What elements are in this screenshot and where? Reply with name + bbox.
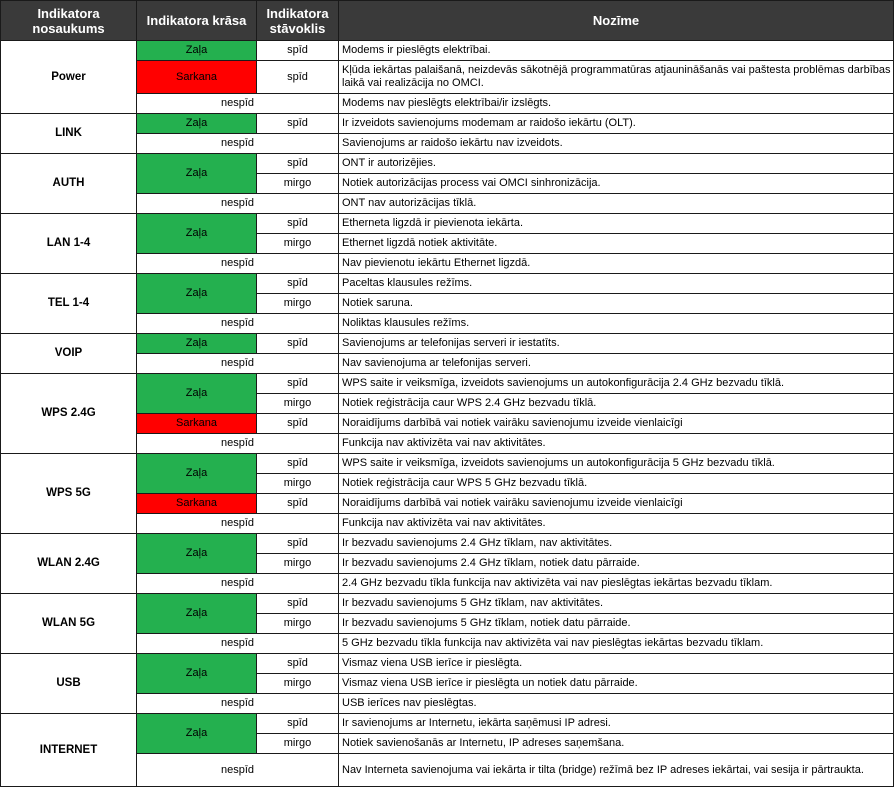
indicator-color-green: Zaļa [137, 274, 257, 314]
indicator-state: spīd [257, 714, 339, 734]
indicator-off-state: nespīd [137, 434, 339, 454]
table-row [1, 534, 894, 554]
indicator-meaning: Notiek autorizācijas process vai OMCI sinhronizācija. [339, 174, 894, 194]
indicator-meaning: Savienojums ar raidošo iekārtu nav izveidots. [339, 134, 894, 154]
indicator-state: spīd [257, 594, 339, 614]
indicator-meaning: Vismaz viena USB ierīce ir pieslēgta un notiek datu pārraide. [339, 674, 894, 694]
indicator-name: Power [1, 41, 137, 114]
indicator-meaning: 2.4 GHz bezvadu tīkla funkcija nav aktivizēta vai nav pieslēgtas iekārtas bezvadu tīklam. [339, 574, 894, 594]
indicator-color-green: Zaļa [137, 454, 257, 494]
table-header-row [1, 1, 894, 41]
indicator-state: mirgo [257, 674, 339, 694]
indicator-state: spīd [257, 534, 339, 554]
indicator-meaning: Nav savienojuma ar telefonijas serveri. [339, 354, 894, 374]
indicator-state: mirgo [257, 734, 339, 754]
table-row [1, 154, 894, 174]
indicator-color-red: Sarkana [137, 414, 257, 434]
indicator-state: spīd [257, 61, 339, 94]
indicator-name: VOIP [1, 334, 137, 374]
indicator-color-green: Zaļa [137, 534, 257, 574]
indicator-meaning: Nav Interneta savienojuma vai iekārta ir tilta (bridge) režīmā bez IP adreses iekārtai, vai sesija ir pārtraukta. [339, 754, 894, 787]
indicator-meaning: WPS saite ir veiksmīga, izveidots savienojums un autokonfigurācija 5 GHz bezvadu tīklā. [339, 454, 894, 474]
indicator-color-red: Sarkana [137, 494, 257, 514]
table-row [1, 654, 894, 674]
indicator-meaning: ONT ir autorizējies. [339, 154, 894, 174]
header-indicator-state: Indikatora stāvoklis [257, 1, 339, 41]
indicator-off-state: nespīd [137, 754, 339, 787]
indicator-meaning: Savienojums ar telefonijas serveri ir iestatīts. [339, 334, 894, 354]
indicator-meaning: Paceltas klausules režīms. [339, 274, 894, 294]
indicator-meaning: Ir bezvadu savienojums 2.4 GHz tīklam, nav aktivitātes. [339, 534, 894, 554]
indicator-meaning: Ir bezvadu savienojums 5 GHz tīklam, notiek datu pārraide. [339, 614, 894, 634]
indicator-off-state: nespīd [137, 134, 339, 154]
indicator-name: WPS 5G [1, 454, 137, 534]
header-meaning: Nozīme [339, 1, 894, 41]
indicator-meaning: Noraidījums darbībā vai notiek vairāku savienojumu izveide vienlaicīgi [339, 414, 894, 434]
indicator-color-green: Zaļa [137, 41, 257, 61]
indicator-color-green: Zaļa [137, 334, 257, 354]
table-row [1, 374, 894, 394]
indicator-meaning: Ethernet ligzdā notiek aktivitāte. [339, 234, 894, 254]
table-row [1, 334, 894, 354]
indicator-state: spīd [257, 654, 339, 674]
indicator-meaning: Funkcija nav aktivizēta vai nav aktivitātes. [339, 434, 894, 454]
indicator-state: spīd [257, 274, 339, 294]
indicator-color-green: Zaļa [137, 114, 257, 134]
header-indicator-name: Indikatora nosaukums [1, 1, 137, 41]
indicator-color-green: Zaļa [137, 214, 257, 254]
indicator-meaning: Noliktas klausules režīms. [339, 314, 894, 334]
indicator-off-state: nespīd [137, 574, 339, 594]
indicator-state: spīd [257, 41, 339, 61]
indicator-meaning: Modems ir pieslēgts elektrībai. [339, 41, 894, 61]
indicator-off-state: nespīd [137, 514, 339, 534]
indicator-name: AUTH [1, 154, 137, 214]
indicator-name: LAN 1-4 [1, 214, 137, 274]
indicator-state: mirgo [257, 554, 339, 574]
indicator-name: USB [1, 654, 137, 714]
indicator-meaning: Ir izveidots savienojums modemam ar raidošo iekārtu (OLT). [339, 114, 894, 134]
indicator-name: TEL 1-4 [1, 274, 137, 334]
indicator-state: spīd [257, 414, 339, 434]
table-row [1, 214, 894, 234]
indicator-state: spīd [257, 494, 339, 514]
indicator-meaning: Ir savienojums ar Internetu, iekārta saņēmusi IP adresi. [339, 714, 894, 734]
indicator-state: mirgo [257, 294, 339, 314]
indicator-color-green: Zaļa [137, 594, 257, 634]
indicator-state: mirgo [257, 394, 339, 414]
indicator-color-green: Zaļa [137, 714, 257, 754]
indicator-state: spīd [257, 374, 339, 394]
table-row [1, 714, 894, 734]
indicator-meaning: USB ierīces nav pieslēgtas. [339, 694, 894, 714]
indicator-state: mirgo [257, 474, 339, 494]
indicator-color-green: Zaļa [137, 374, 257, 414]
indicator-meaning: Nav pievienotu iekārtu Ethernet ligzdā. [339, 254, 894, 274]
table-row [1, 594, 894, 614]
indicator-color-red: Sarkana [137, 61, 257, 94]
table-row [1, 454, 894, 474]
indicator-name: INTERNET [1, 714, 137, 787]
indicator-meaning: Kļūda iekārtas palaišanā, neizdevās sākotnējā programmatūras atjaunināšanās vai paštesta problēmas darbības laikā vai realizācija no OMCI. [339, 61, 894, 94]
table-row [1, 114, 894, 134]
indicator-meaning: Notiek reģistrācija caur WPS 5 GHz bezvadu tīklā. [339, 474, 894, 494]
indicator-state: mirgo [257, 234, 339, 254]
indicator-meaning: Vismaz viena USB ierīce ir pieslēgta. [339, 654, 894, 674]
indicator-meaning: Etherneta ligzdā ir pievienota iekārta. [339, 214, 894, 234]
indicator-name: WPS 2.4G [1, 374, 137, 454]
indicator-off-state: nespīd [137, 694, 339, 714]
indicator-state: spīd [257, 114, 339, 134]
indicator-meaning: Funkcija nav aktivizēta vai nav aktivitātes. [339, 514, 894, 534]
indicator-off-state: nespīd [137, 254, 339, 274]
indicator-state: mirgo [257, 174, 339, 194]
indicator-meaning: WPS saite ir veiksmīga, izveidots savienojums un autokonfigurācija 2.4 GHz bezvadu tīklā. [339, 374, 894, 394]
indicator-meaning: 5 GHz bezvadu tīkla funkcija nav aktivizēta vai nav pieslēgtas iekārtas bezvadu tīklam. [339, 634, 894, 654]
indicator-meaning: Ir bezvadu savienojums 2.4 GHz tīklam, notiek datu pārraide. [339, 554, 894, 574]
indicator-name: WLAN 5G [1, 594, 137, 654]
indicator-color-green: Zaļa [137, 154, 257, 194]
indicator-name: LINK [1, 114, 137, 154]
header-indicator-color: Indikatora krāsa [137, 1, 257, 41]
indicator-name: WLAN 2.4G [1, 534, 137, 594]
indicator-state: spīd [257, 334, 339, 354]
indicator-state: spīd [257, 454, 339, 474]
indicator-state: spīd [257, 214, 339, 234]
indicator-meaning: Notiek savienošanās ar Internetu, IP adreses saņemšana. [339, 734, 894, 754]
indicator-state: mirgo [257, 614, 339, 634]
indicator-state: spīd [257, 154, 339, 174]
indicator-meaning: Notiek reģistrācija caur WPS 2.4 GHz bezvadu tīklā. [339, 394, 894, 414]
table-row [1, 41, 894, 61]
indicator-off-state: nespīd [137, 314, 339, 334]
table-row [1, 274, 894, 294]
indicator-off-state: nespīd [137, 634, 339, 654]
indicator-meaning: Notiek saruna. [339, 294, 894, 314]
indicator-meaning: Noraidījums darbībā vai notiek vairāku savienojumu izveide vienlaicīgi [339, 494, 894, 514]
indicator-off-state: nespīd [137, 194, 339, 214]
indicator-meaning: Ir bezvadu savienojums 5 GHz tīklam, nav aktivitātes. [339, 594, 894, 614]
indicator-off-state: nespīd [137, 354, 339, 374]
indicator-meaning: Modems nav pieslēgts elektrībai/ir izslēgts. [339, 94, 894, 114]
indicator-off-state: nespīd [137, 94, 339, 114]
indicator-meaning: ONT nav autorizācijas tīklā. [339, 194, 894, 214]
indicator-color-green: Zaļa [137, 654, 257, 694]
